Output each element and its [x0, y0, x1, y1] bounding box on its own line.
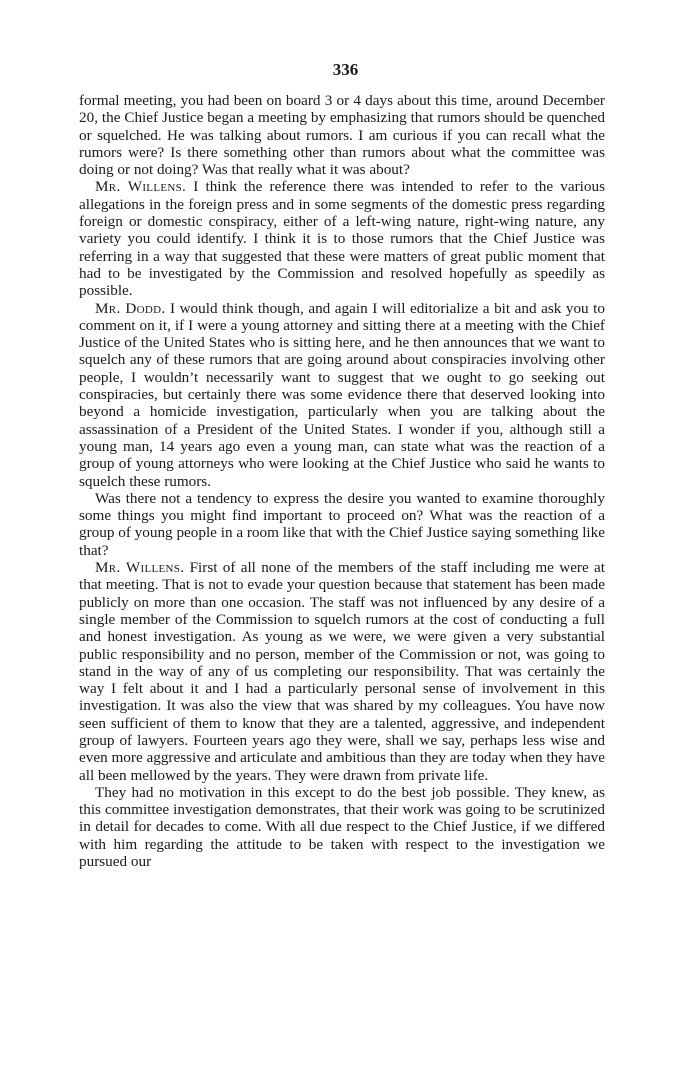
paragraph-5 [79, 559, 605, 784]
paragraph-6 [79, 784, 605, 870]
paragraph-3 [79, 300, 605, 490]
speaker-name: Mr. Willens. [95, 178, 187, 196]
speaker-name: Mr. Willens. [95, 559, 185, 577]
speaker-name: Mr. Dodd. [95, 299, 166, 317]
paragraph-text: I think the reference there was intended to refer to the various allegations in the foreign press and in some segments of the domestic press regarding foreign or domestic conspiracy, either of a left-wing nature, right-wing nature, any variety you could identify. I think it is to those rumors that the Chief Justice was referring in a way that suggested that these were matters of great public moment that had to be investigated by the Commission and resolved hopefully as speedily as possible. [79, 178, 605, 300]
document-body [79, 92, 605, 870]
paragraph-2 [79, 178, 605, 299]
paragraph-text: First of all none of the members of the staff including me were at that meeting. That is not to evade your question because that statement has been made publicly on more than one occasion. The staff was not influenced by any desire of a single member of the Commission to squelch rumors at the cost of conducting a full and honest investigation. As young as we were, we were given a very substantial public responsibility and no person, member of the Commission or not, was going to stand in the way of any of us completing our responsibility. That was certainly the way I felt about it and I had a particularly personal sense of involvement in this investigation. It was also the view that was shared by my colleagues. You have now seen sufficient of them to know that they are a talented, aggressive, and independent group of lawyers. Fourteen years ago they were, shall we say, perhaps less wise and even more aggressive and articulate and ambitious than they are today when they have all been mellowed by the years. They were drawn from private life. [79, 559, 606, 784]
paragraph-1 [79, 92, 605, 178]
paragraph-text: I would think though, and again I will editorialize a bit and ask you to comment on it, if I were a young attorney and sitting there at a meeting with the Chief Justice of the United States who is sitting here, and he then announces that we want to squelch any of these rumors that are going around about conspiracies involving other people, I wouldn’t necessarily want to suggest that we ought to go seeking out conspiracies, but certainly there was some evidence there that deserved looking into beyond a homicide investigation, particularly when you are talking about the assassination of a President of the United States. I wonder if you, although still a young man, 14 years ago even a young man, can state what was the reaction of a group of young attorneys who were looking at the Chief Justice who said he wants to squelch these rumors. [79, 299, 605, 490]
paragraph-text: formal meeting, you had been on board 3 or 4 days about this time, around December 20, the Chief Justice began a meeting by emphasizing that rumors should be quenched or squelched. He was talking about rumors. I am curious if you can recall what the rumors were? Is there something other than rumors about what the committee was doing or not doing? Was that really what it was about? [79, 92, 605, 179]
paragraph-text: They had no motivation in this except to do the best job possible. They knew, as this committee investigation demonstrates, that their work was going to be scrutinized in detail for decades to come. With all due respect to the Chief Justice, if we differed with him regarding the attitude to be taken with respect to the investigation we pursued our [79, 783, 605, 871]
paragraph-text: Was there not a tendency to express the desire you wanted to examine thoroughly some things you might find important to proceed on? What was the reaction of a group of young people in a room like that with the Chief Justice saying something like that? [79, 489, 605, 559]
paragraph-4 [79, 490, 605, 559]
page-number: 336 [332, 60, 359, 79]
